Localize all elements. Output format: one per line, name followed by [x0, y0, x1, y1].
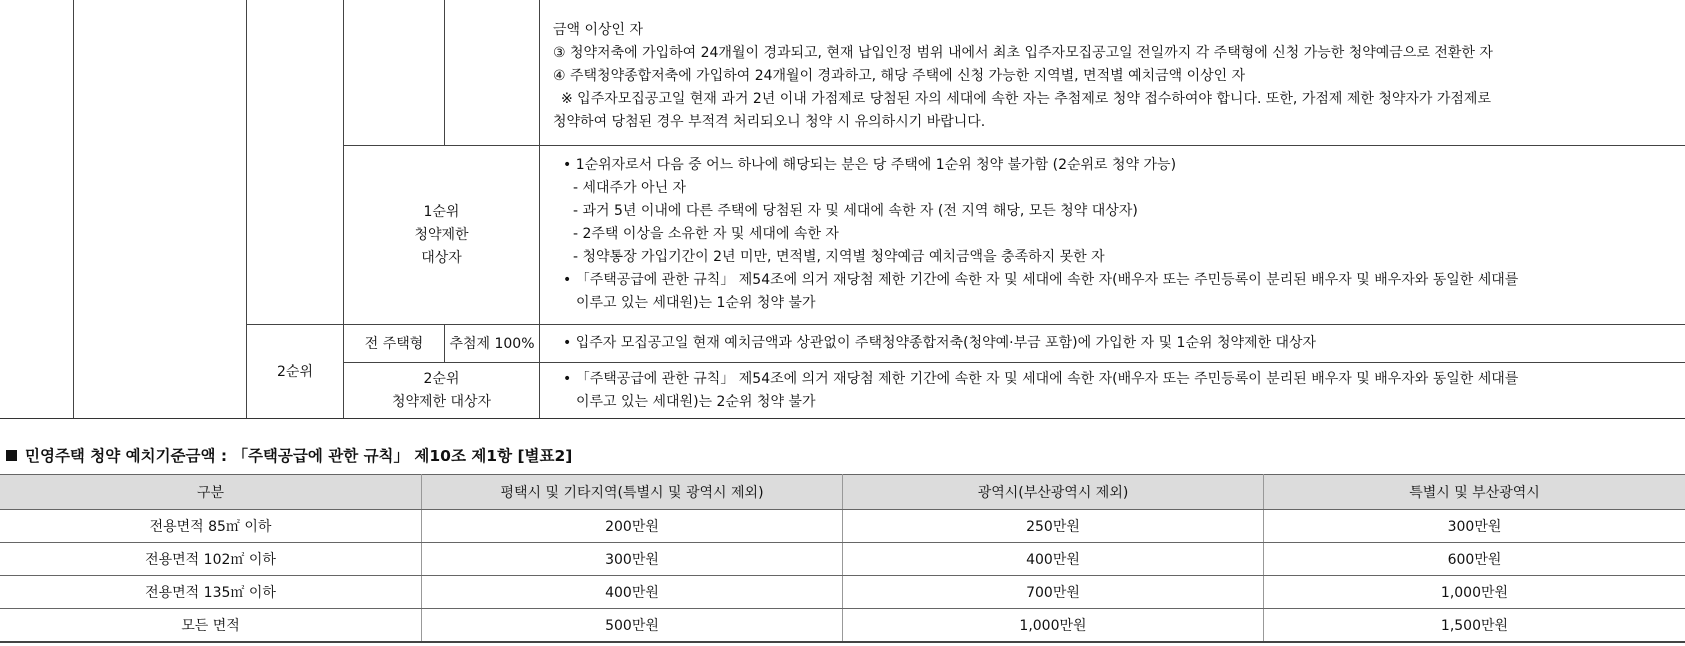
- rank2-desc: [563, 332, 1316, 355]
- grid-line: [343, 362, 1685, 363]
- restriction2-text: [563, 368, 1518, 414]
- restriction2-label: 2순위 청약제한 대상자: [391, 370, 492, 410]
- text-line: • 「주택공급에 관한 규칙」 제54조에 의거 재당첨 제한 기간에 속한 자 및 세대에 속한 자(배우자 또는 주민등록이 분리된 배우자 및 배우자와 동일한 세대를: [563, 272, 1519, 288]
- continuation-text: [553, 19, 1493, 134]
- column-header: 구분: [0, 475, 422, 510]
- text-line: 이루고 있는 세대원)는 1순위 청약 불가: [576, 295, 816, 311]
- column-header: 광역시(부산광역시 제외): [843, 475, 1264, 510]
- table-cell: 400만원: [843, 543, 1264, 576]
- table-cell: 400만원: [422, 576, 843, 609]
- deposit-table: [0, 474, 1685, 643]
- text-line: 이루고 있는 세대원)는 2순위 청약 불가: [576, 394, 816, 410]
- text-line: - 청약통장 가입기간이 2년 미만, 면적별, 지역별 청약예금 예치금액을 충족하지 못한 자: [573, 249, 1105, 265]
- text-line: - 2주택 이상을 소유한 자 및 세대에 속한 자: [573, 226, 839, 242]
- restriction1-text: [563, 154, 1518, 315]
- rank2-type: 전 주택형: [364, 335, 424, 352]
- grid-line: [444, 0, 445, 145]
- column-header: 특별시 및 부산광역시: [1264, 475, 1685, 510]
- rank2-method: 추첨제 100%: [449, 335, 535, 352]
- text-line: 청약하여 당첨된 경우 부적격 처리되오니 청약 시 유의하시기 바랍니다.: [553, 114, 986, 130]
- table-cell: 700만원: [843, 576, 1264, 609]
- square-bullet-icon: [6, 450, 17, 461]
- text-line: ③ 청약저축에 가입하여 24개월이 경과되고, 현재 납입인정 범위 내에서 최초 입주자모집공고일 전일까지 각 주택형에 신청 가능한 청약예금으로 전환한 자: [553, 45, 1493, 61]
- text-line: • 1순위자로서 다음 중 어느 하나에 해당되는 분은 당 주택에 1순위 청약 불가함 (2순위로 청약 가능): [563, 157, 1177, 173]
- table-row: [0, 510, 1685, 543]
- rank2-label: 2순위: [277, 363, 313, 380]
- table-cell: 250만원: [843, 510, 1264, 543]
- table-header-row: [0, 475, 1685, 510]
- table-cell: 300만원: [1264, 510, 1685, 543]
- table-cell: 전용면적 85㎡ 이하: [0, 510, 422, 543]
- text-line: • 입주자 모집공고일 현재 예치금액과 상관없이 주택청약종합저축(청약예·부금 포함)에 가입한 자 및 1순위 청약제한 대상자: [563, 335, 1317, 351]
- table-cell: 300만원: [422, 543, 843, 576]
- table-cell: 모든 면적: [0, 609, 422, 643]
- table-cell: 전용면적 135㎡ 이하: [0, 576, 422, 609]
- deposit-section-title: [6, 444, 572, 466]
- grid-line: [343, 145, 1685, 146]
- column-header: 평택시 및 기타지역(특별시 및 광역시 제외): [422, 475, 843, 510]
- text-line: ④ 주택청약종합저축에 가입하여 24개월이 경과하고, 해당 주택에 신청 가능한 지역별, 면적별 예치금액 이상인 자: [553, 68, 1246, 84]
- table-row: [0, 609, 1685, 643]
- text-line: - 세대주가 아닌 자: [573, 180, 687, 196]
- table-cell: 1,000만원: [843, 609, 1264, 643]
- text-line: ※ 입주자모집공고일 현재 과거 2년 이내 가점제로 당첨된 자의 세대에 속한 자는 추첨제로 청약 접수하여야 합니다. 또한, 가점제 제한 청약자가 가점제로: [561, 91, 1491, 107]
- table-cell: 전용면적 102㎡ 이하: [0, 543, 422, 576]
- text-line: • 「주택공급에 관한 규칙」 제54조에 의거 재당첨 제한 기간에 속한 자 및 세대에 속한 자(배우자 또는 주민등록이 분리된 배우자 및 배우자와 동일한 세대를: [563, 371, 1519, 387]
- table-cell: 1,500만원: [1264, 609, 1685, 643]
- table-cell: 200만원: [422, 510, 843, 543]
- text-line: 금액 이상인 자: [553, 22, 644, 38]
- table-cell: 500만원: [422, 609, 843, 643]
- text-line: - 과거 5년 이내에 다른 주택에 당첨된 자 및 세대에 속한 자 (전 지역 해당, 모든 청약 대상자): [573, 203, 1138, 219]
- table-cell: 1,000만원: [1264, 576, 1685, 609]
- grid-line: [73, 0, 74, 418]
- grid-line: [0, 418, 1685, 419]
- table-row: [0, 576, 1685, 609]
- grid-line: [539, 0, 540, 418]
- restriction1-label: 1순위 청약제한 대상자: [414, 203, 469, 266]
- table-cell: 600만원: [1264, 543, 1685, 576]
- table-row: [0, 543, 1685, 576]
- deposit-title-text: 민영주택 청약 예치기준금액 : 「주택공급에 관한 규칙」 제10조 제1항 [별표2]: [25, 447, 573, 465]
